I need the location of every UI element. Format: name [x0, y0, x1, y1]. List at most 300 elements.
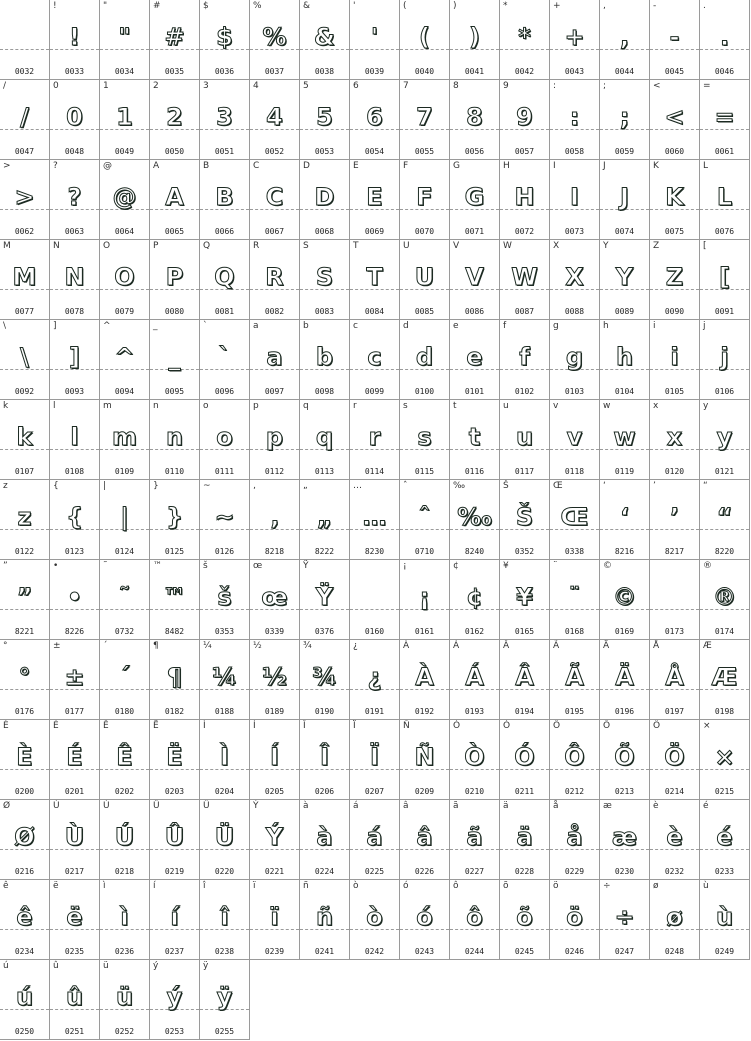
glyph-code: 0221: [264, 867, 285, 876]
glyph-label: J: [603, 161, 606, 171]
glyph-code: 0042: [514, 67, 535, 76]
glyph-cell: [200, 720, 250, 800]
glyph-label: “: [703, 481, 708, 491]
glyph-preview: ¡: [419, 583, 430, 611]
glyph-code: 0066: [214, 227, 235, 236]
glyph-label: M: [3, 241, 11, 251]
glyph-code: 0229: [564, 867, 585, 876]
glyph-preview: Î: [320, 743, 329, 771]
glyph-cell: [0, 0, 50, 80]
glyph-cell: [500, 400, 550, 480]
glyph-preview: 2: [166, 103, 183, 131]
glyph-cell: [250, 800, 300, 880]
glyph-code: 0088: [564, 307, 585, 316]
glyph-code: 0100: [414, 387, 435, 396]
glyph-preview: 6: [366, 103, 383, 131]
glyph-preview: à: [316, 823, 333, 851]
glyph-label: y: [703, 401, 709, 411]
glyph-cell: [200, 80, 250, 160]
glyph-preview: ]: [69, 343, 80, 371]
glyph-code: 0057: [514, 147, 535, 156]
glyph-cell: [700, 880, 750, 960]
glyph-cell: [300, 400, 350, 480]
glyph-code: 0108: [64, 467, 85, 476]
glyph-cell: [450, 320, 500, 400]
glyph-label: ¿: [353, 641, 358, 651]
glyph-preview: w: [613, 423, 636, 451]
glyph-cell: [550, 560, 600, 640]
glyph-cell: [250, 400, 300, 480]
glyph-preview: W: [511, 263, 538, 291]
glyph-preview: ¼: [212, 663, 237, 691]
glyph-preview: c: [367, 343, 382, 371]
glyph-label: D: [303, 161, 310, 171]
glyph-label: Û: [153, 801, 160, 811]
glyph-label: 2: [153, 81, 159, 91]
glyph-preview: ’: [669, 503, 680, 531]
glyph-code: 0248: [664, 947, 685, 956]
glyph-label: W: [503, 241, 512, 251]
glyph-preview: ‰: [457, 503, 492, 531]
glyph-cell: [650, 800, 700, 880]
glyph-preview: ñ: [315, 903, 334, 931]
glyph-code: 0050: [164, 147, 185, 156]
glyph-preview: ¢: [466, 583, 483, 611]
glyph-code: 0068: [314, 227, 335, 236]
glyph-preview: K: [665, 183, 684, 211]
glyph-code: 0227: [464, 867, 485, 876]
glyph-code: 0197: [664, 707, 685, 716]
glyph-cell: [300, 560, 350, 640]
glyph-preview: ê: [16, 903, 33, 931]
glyph-preview: ÷: [614, 903, 635, 931]
glyph-label: ¼: [203, 641, 212, 651]
glyph-preview: Y: [615, 263, 634, 291]
glyph-cell: [500, 640, 550, 720]
glyph-code: 0193: [464, 707, 485, 716]
glyph-label: Ò: [453, 721, 461, 731]
glyph-label: Ë: [153, 721, 159, 731]
glyph-label: ö: [553, 881, 559, 891]
glyph-cell: [150, 560, 200, 640]
glyph-cell: [650, 0, 700, 80]
glyph-code: 0101: [464, 387, 485, 396]
glyph-label: 4: [253, 81, 259, 91]
glyph-cell: [150, 480, 200, 560]
glyph-preview: Q: [214, 263, 235, 291]
glyph-label: b: [303, 321, 309, 331]
glyph-cell: [600, 800, 650, 880]
glyph-cell: [250, 80, 300, 160]
glyph-cell: [450, 640, 500, 720]
glyph-label: …: [353, 481, 362, 491]
glyph-cell: [100, 880, 150, 960]
glyph-label: í: [153, 881, 156, 891]
glyph-cell: [550, 400, 600, 480]
glyph-preview: ï: [270, 903, 279, 931]
glyph-label: É: [53, 721, 59, 731]
glyph-label: ×: [703, 721, 711, 731]
glyph-code: 0245: [514, 947, 535, 956]
glyph-code: 0244: [464, 947, 485, 956]
glyph-preview: b: [315, 343, 334, 371]
glyph-label: 6: [353, 81, 359, 91]
glyph-cell: [600, 560, 650, 640]
glyph-code: 0241: [314, 947, 335, 956]
glyph-preview: 8: [466, 103, 483, 131]
glyph-code: 0058: [564, 147, 585, 156]
glyph-cell: [500, 0, 550, 80]
glyph-cell: [700, 240, 750, 320]
glyph-cell: [550, 0, 600, 80]
glyph-cell: [0, 400, 50, 480]
glyph-code: 0353: [214, 627, 235, 636]
glyph-code: 8218: [264, 547, 285, 556]
glyph-preview: ): [469, 23, 480, 51]
glyph-label: @: [103, 161, 112, 171]
glyph-code: 8217: [664, 547, 685, 556]
glyph-code: 0125: [164, 547, 185, 556]
glyph-preview: Á: [465, 663, 484, 691]
glyph-code: 0251: [64, 1027, 85, 1036]
glyph-preview: ÿ: [216, 983, 233, 1011]
glyph-cell: [200, 560, 250, 640]
glyph-code: 0219: [164, 867, 185, 876]
glyph-cell: [50, 640, 100, 720]
glyph-cell: [150, 960, 200, 1040]
glyph-label: #: [153, 1, 161, 11]
glyph-preview: ": [118, 23, 131, 51]
glyph-cell: [50, 400, 100, 480]
glyph-label: Ý: [253, 801, 259, 811]
glyph-cell: [150, 880, 200, 960]
glyph-cell: [0, 560, 50, 640]
glyph-cell: [50, 880, 100, 960]
glyph-cell: [700, 480, 750, 560]
glyph-label: [: [703, 241, 707, 251]
glyph-label: Z: [653, 241, 660, 251]
glyph-preview: #: [164, 23, 185, 51]
glyph-cell: [300, 800, 350, 880]
glyph-code: 0049: [114, 147, 135, 156]
glyph-code: 0239: [264, 947, 285, 956]
glyph-code: 0034: [114, 67, 135, 76]
glyph-cell: [400, 560, 450, 640]
glyph-cell: [50, 560, 100, 640]
glyph-preview: l: [70, 423, 79, 451]
glyph-preview: ×: [714, 743, 735, 771]
glyph-label: ‰: [453, 481, 466, 491]
glyph-cell: [0, 960, 50, 1040]
glyph-cell: [650, 320, 700, 400]
glyph-preview: T: [366, 263, 383, 291]
glyph-preview: z: [17, 503, 32, 531]
glyph-preview: O: [114, 263, 135, 291]
glyph-cell: [100, 80, 150, 160]
glyph-code: 0119: [614, 467, 635, 476]
glyph-cell: [450, 160, 500, 240]
glyph-label: 8: [453, 81, 459, 91]
glyph-label: ÷: [603, 881, 611, 891]
glyph-cell: [350, 800, 400, 880]
glyph-code: 0177: [64, 707, 85, 716]
glyph-label: (: [403, 1, 407, 11]
glyph-label: ”: [3, 561, 8, 571]
glyph-code: 0224: [314, 867, 335, 876]
glyph-code: 8230: [364, 547, 385, 556]
glyph-preview: &: [314, 23, 335, 51]
glyph-cell: [300, 720, 350, 800]
glyph-code: 0118: [564, 467, 585, 476]
glyph-cell: [200, 800, 250, 880]
glyph-code: 0089: [614, 307, 635, 316]
glyph-code: 0044: [614, 67, 635, 76]
glyph-label: Ÿ: [303, 561, 309, 571]
glyph-cell: [200, 0, 250, 80]
glyph-preview: h: [615, 343, 634, 371]
glyph-label: ^: [103, 321, 111, 331]
glyph-cell: [50, 320, 100, 400]
glyph-code: 0253: [164, 1027, 185, 1036]
glyph-cell: [600, 0, 650, 80]
glyph-label: á: [353, 801, 359, 811]
glyph-preview: °: [18, 663, 31, 691]
glyph-label: \: [3, 321, 7, 331]
glyph-cell: [100, 800, 150, 880]
glyph-cell: [700, 160, 750, 240]
glyph-preview: `: [218, 343, 231, 371]
glyph-code: 0035: [164, 67, 185, 76]
glyph-preview: ˆ: [418, 503, 431, 531]
glyph-code: 0225: [364, 867, 385, 876]
glyph-code: 0071: [464, 227, 485, 236]
glyph-cell: [100, 560, 150, 640]
glyph-label: >: [3, 161, 11, 171]
glyph-label: x: [653, 401, 659, 411]
glyph-cell: [0, 800, 50, 880]
glyph-preview: “: [716, 503, 733, 531]
glyph-label: 5: [303, 81, 309, 91]
glyph-preview: :: [569, 103, 580, 131]
glyph-cell: [200, 320, 250, 400]
glyph-label: ä: [503, 801, 509, 811]
glyph-preview: ù: [715, 903, 734, 931]
glyph-code: 0217: [64, 867, 85, 876]
glyph-label: š: [203, 561, 208, 571]
glyph-code: 0176: [14, 707, 35, 716]
glyph-code: 0083: [314, 307, 335, 316]
glyph-label: Ù: [53, 801, 60, 811]
glyph-code: 0056: [464, 147, 485, 156]
glyph-preview: s: [417, 423, 432, 451]
glyph-label: t: [453, 401, 457, 411]
glyph-code: 0090: [664, 307, 685, 316]
glyph-preview: Š: [515, 503, 534, 531]
glyph-label: é: [703, 801, 709, 811]
glyph-label: Ì: [203, 721, 206, 731]
glyph-label: •: [53, 561, 59, 571]
glyph-cell: [600, 320, 650, 400]
glyph-code: 0161: [414, 627, 435, 636]
glyph-preview: á: [366, 823, 383, 851]
glyph-cell: [250, 560, 300, 640]
glyph-cell: [100, 160, 150, 240]
glyph-preview: „: [316, 503, 333, 531]
glyph-code: 0242: [364, 947, 385, 956]
glyph-code: 0109: [114, 467, 135, 476]
glyph-cell: [450, 720, 500, 800]
glyph-cell: [550, 160, 600, 240]
glyph-preview: /: [20, 103, 29, 131]
glyph-label: +: [553, 1, 561, 11]
glyph-preview: ý: [166, 983, 183, 1011]
glyph-code: 0233: [714, 867, 735, 876]
glyph-label: g: [553, 321, 559, 331]
glyph-code: 0105: [664, 387, 685, 396]
glyph-label: ?: [53, 161, 58, 171]
glyph-preview: F: [416, 183, 433, 211]
glyph-label: z: [3, 481, 8, 491]
glyph-label: ¥: [503, 561, 509, 571]
glyph-code: 0065: [164, 227, 185, 236]
glyph-cell: [450, 400, 500, 480]
glyph-cell: [500, 720, 550, 800]
glyph-code: 0205: [264, 787, 285, 796]
glyph-label: r: [353, 401, 357, 411]
glyph-preview: N: [64, 263, 85, 291]
glyph-cell: [300, 0, 350, 80]
glyph-label: K: [653, 161, 659, 171]
glyph-label: I: [553, 161, 556, 171]
glyph-label: ): [453, 1, 457, 11]
glyph-cell: [500, 880, 550, 960]
glyph-label: c: [353, 321, 358, 331]
glyph-code: 0116: [464, 467, 485, 476]
glyph-preview: ¥: [516, 583, 533, 611]
glyph-cell: [100, 720, 150, 800]
glyph-cell: [0, 640, 50, 720]
glyph-preview: B: [215, 183, 234, 211]
glyph-preview: d: [415, 343, 434, 371]
glyph-label: ;: [603, 81, 607, 91]
glyph-code: 0047: [14, 147, 35, 156]
glyph-preview: Ò: [464, 743, 485, 771]
glyph-preview: Œ: [560, 503, 589, 531]
glyph-preview: È: [16, 743, 33, 771]
glyph-label: ù: [703, 881, 709, 891]
glyph-preview: ¨: [568, 583, 581, 611]
glyph-label: w: [603, 401, 611, 411]
glyph-label: i: [653, 321, 656, 331]
glyph-cell: [100, 320, 150, 400]
glyph-code: 0062: [14, 227, 35, 236]
glyph-cell: [650, 640, 700, 720]
glyph-preview: À: [415, 663, 434, 691]
glyph-preview: Ÿ: [315, 583, 334, 611]
glyph-cell: [350, 720, 400, 800]
glyph-preview: o: [216, 423, 233, 451]
glyph-label: ©: [603, 561, 612, 571]
glyph-cell: [300, 640, 350, 720]
glyph-cell: [600, 640, 650, 720]
glyph-preview: v: [566, 423, 583, 451]
glyph-cell: [650, 240, 700, 320]
glyph-label: Æ: [703, 641, 712, 651]
glyph-preview: Û: [164, 823, 185, 851]
glyph-cell: [200, 400, 250, 480]
glyph-preview: ~: [214, 503, 235, 531]
glyph-cell: [500, 480, 550, 560]
glyph-label: n: [153, 401, 159, 411]
glyph-preview: ™: [162, 583, 187, 611]
glyph-preview: J: [620, 183, 629, 211]
glyph-preview: S: [315, 263, 334, 291]
glyph-preview: a: [266, 343, 283, 371]
glyph-code: 0033: [64, 67, 85, 76]
glyph-code: 0073: [564, 227, 585, 236]
glyph-label: N: [53, 241, 60, 251]
glyph-label: $: [203, 1, 209, 11]
glyph-cell: [250, 240, 300, 320]
glyph-preview: Ä: [615, 663, 634, 691]
glyph-preview: +: [564, 23, 585, 51]
glyph-code: 0107: [14, 467, 35, 476]
glyph-code: 0074: [614, 227, 635, 236]
glyph-code: 0060: [664, 147, 685, 156]
glyph-label: 0: [53, 81, 59, 91]
glyph-code: 0110: [164, 467, 185, 476]
glyph-cell: [600, 880, 650, 960]
glyph-preview: Ô: [564, 743, 585, 771]
glyph-preview: t: [468, 423, 481, 451]
glyph-cell: [350, 640, 400, 720]
glyph-preview: ó: [416, 903, 433, 931]
glyph-code: 0252: [114, 1027, 135, 1036]
glyph-preview: ^: [114, 343, 135, 371]
glyph-label: u: [503, 401, 509, 411]
glyph-preview: V: [465, 263, 484, 291]
glyph-label: ±: [53, 641, 61, 651]
glyph-label: ¶: [153, 641, 159, 651]
glyph-preview: Ó: [514, 743, 535, 771]
glyph-preview: ë: [66, 903, 83, 931]
glyph-label: A: [153, 161, 160, 171]
glyph-code: 0174: [714, 627, 735, 636]
glyph-preview: â: [416, 823, 433, 851]
glyph-code: 0087: [514, 307, 535, 316]
glyph-preview: R: [265, 263, 284, 291]
glyph-code: 0098: [314, 387, 335, 396]
glyph-label: ê: [3, 881, 9, 891]
glyph-preview: 4: [266, 103, 283, 131]
glyph-preview: ¾: [312, 663, 337, 691]
glyph-label: l: [53, 401, 56, 411]
glyph-cell: [450, 240, 500, 320]
glyph-code: 0236: [114, 947, 135, 956]
glyph-code: 0120: [664, 467, 685, 476]
glyph-code: 0053: [314, 147, 335, 156]
glyph-cell: [700, 800, 750, 880]
glyph-cell: [200, 160, 250, 240]
glyph-cell: [50, 240, 100, 320]
glyph-cell: [350, 480, 400, 560]
glyph-code: 0061: [714, 147, 735, 156]
glyph-cell: [400, 880, 450, 960]
glyph-preview: œ: [261, 583, 288, 611]
glyph-cell: [650, 720, 700, 800]
glyph-cell: [50, 160, 100, 240]
glyph-code: 0218: [114, 867, 135, 876]
